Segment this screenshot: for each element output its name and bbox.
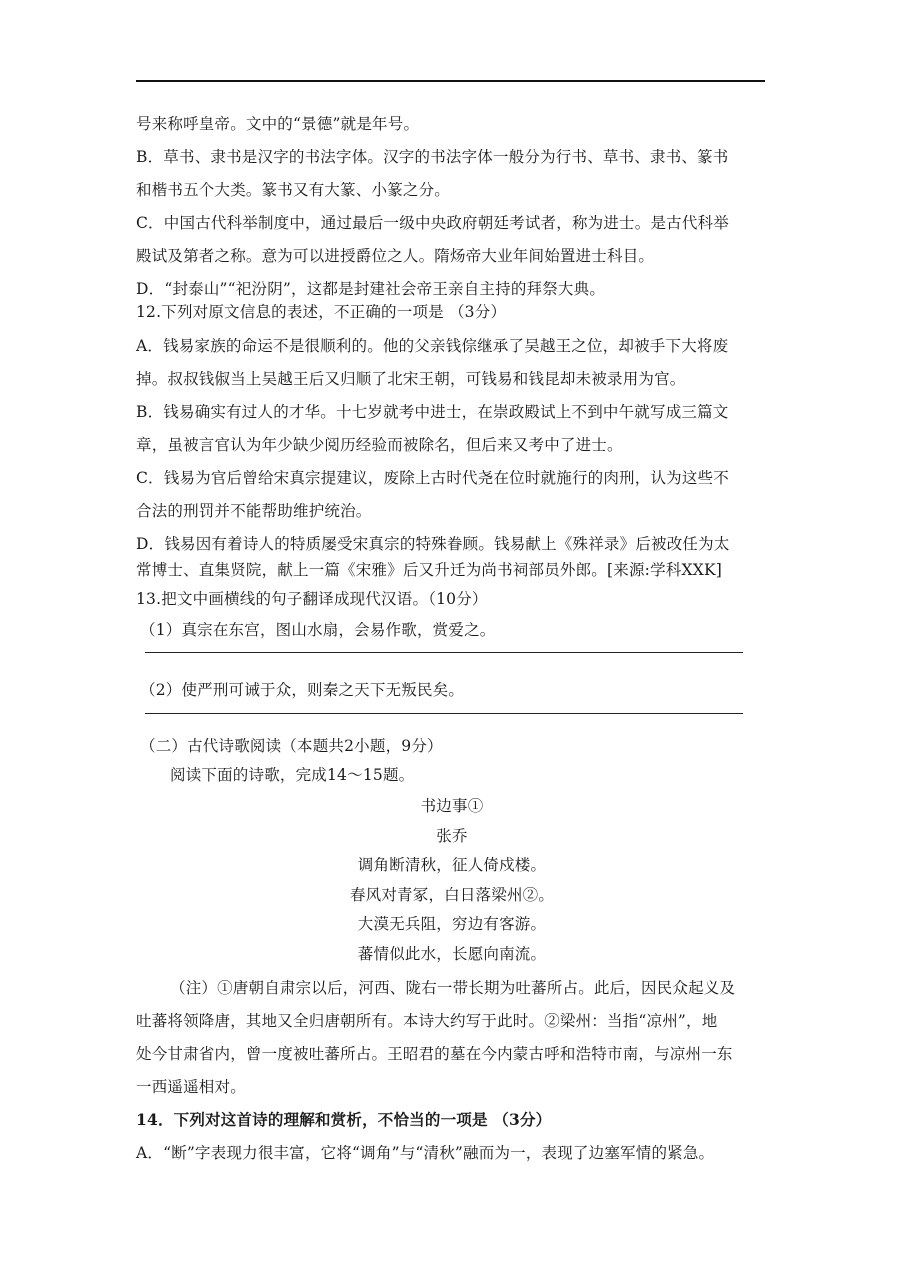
poem-line: 调角断清秋，征人倚戍楼。 — [357, 856, 547, 874]
question-14: 14．下列对这首诗的理解和赏析，不恰当的一项是 （3分） — [136, 1110, 552, 1129]
instruction-line: 阅读下面的诗歌，完成14～15题。 — [170, 766, 415, 784]
text-line: 号来称呼皇帝。文中的“景德”就是年号。 — [136, 115, 420, 133]
note-line: （注）①唐朝自肃宗以后，河西、陇右一带长期为吐蕃所占。此后，因民众起义及 — [170, 979, 736, 997]
section-heading: （二）古代诗歌阅读（本题共2小题，9分） — [140, 737, 443, 755]
poem-line: 大漠无兵阻，穷边有客游。 — [357, 915, 547, 933]
option-c-line: C．钱易为官后曾给宋真宗提建议，废除上古时代尧在位时就施行的肉刑，认为这些不 — [136, 469, 729, 487]
answer-line — [145, 713, 743, 714]
question-13: 13.把文中画横线的句子翻译成现代汉语。（10分） — [136, 590, 488, 608]
note-line: 处今甘肃省内，曾一度被吐蕃所占。王昭君的墓在今内蒙古呼和浩特市南，与凉州一东 — [136, 1045, 733, 1063]
option-b-line: B．钱易确实有过人的才华。十七岁就考中进士，在崇政殿试上不到中午就写成三篇文 — [136, 403, 729, 421]
poem-author: 张乔 — [436, 827, 468, 845]
question-12: 12.下列对原文信息的表述，不正确的一项是 （3分） — [136, 303, 507, 321]
option-c-line: C．中国古代科举制度中，通过最后一级中央政府朝廷考试者，称为进士。是古代科举 — [136, 214, 729, 232]
note-line: 一西遥遥相对。 — [136, 1078, 246, 1096]
header-rule — [136, 80, 765, 82]
text-line: 掉。叔叔钱俶当上吴越王后又归顺了北宋王朝，可钱易和钱昆却未被录用为官。 — [136, 370, 686, 388]
answer-line — [145, 652, 743, 653]
option-b-line: B．草书、隶书是汉字的书法字体。汉字的书法字体一般分为行书、草书、隶书、篆书 — [136, 148, 729, 166]
poem-title: 书边事① — [420, 797, 484, 815]
text-line: 殿试及第者之称。意为可以进授爵位之人。隋炀帝大业年间始置进士科目。 — [136, 247, 655, 265]
translation-item-2: （2）使严刑可诫于众，则秦之天下无叛民矣。 — [140, 681, 465, 699]
text-line: 和楷书五个大类。篆书又有大篆、小篆之分。 — [136, 181, 451, 199]
option-d-line: D．“封泰山”“祀汾阴”，这都是封建社会帝王亲自主持的拜祭大典。 — [136, 280, 606, 298]
text-line: 常博士、直集贤院，献上一篇《宋雅》后又升迁为尚书祠部员外郎。[来源:学科XXK] — [136, 561, 722, 579]
option-a-line: A．“断”字表现力很丰富，它将“调角”与“清秋”融而为一，表现了边塞军情的紧急。 — [136, 1144, 715, 1162]
option-a-line: A．钱易家族的命运不是很顺利的。他的父亲钱倧继承了吴越王之位，却被手下大将废 — [136, 337, 729, 355]
text-line: 合法的刑罚并不能帮助维护统治。 — [136, 502, 372, 520]
note-line: 吐蕃将领降唐，其地又全归唐朝所有。本诗大约写于此时。②梁州：当指“凉州”，地 — [136, 1012, 718, 1030]
poem-line: 蕃情似此水，长愿向南流。 — [357, 945, 547, 963]
option-d-line: D．钱易因有着诗人的特质屡受宋真宗的特殊眷顾。钱易献上《殊祥录》后被改任为太 — [136, 535, 730, 553]
poem-line: 春风对青冢，白日落梁州②。 — [349, 886, 555, 904]
text-line: 章，虽被言官认为年少缺少阅历经验而被除名，但后来又考中了进士。 — [136, 436, 623, 454]
translation-item-1: （1）真宗在东宫，图山水扇，会易作歌，赏爱之。 — [140, 621, 496, 639]
